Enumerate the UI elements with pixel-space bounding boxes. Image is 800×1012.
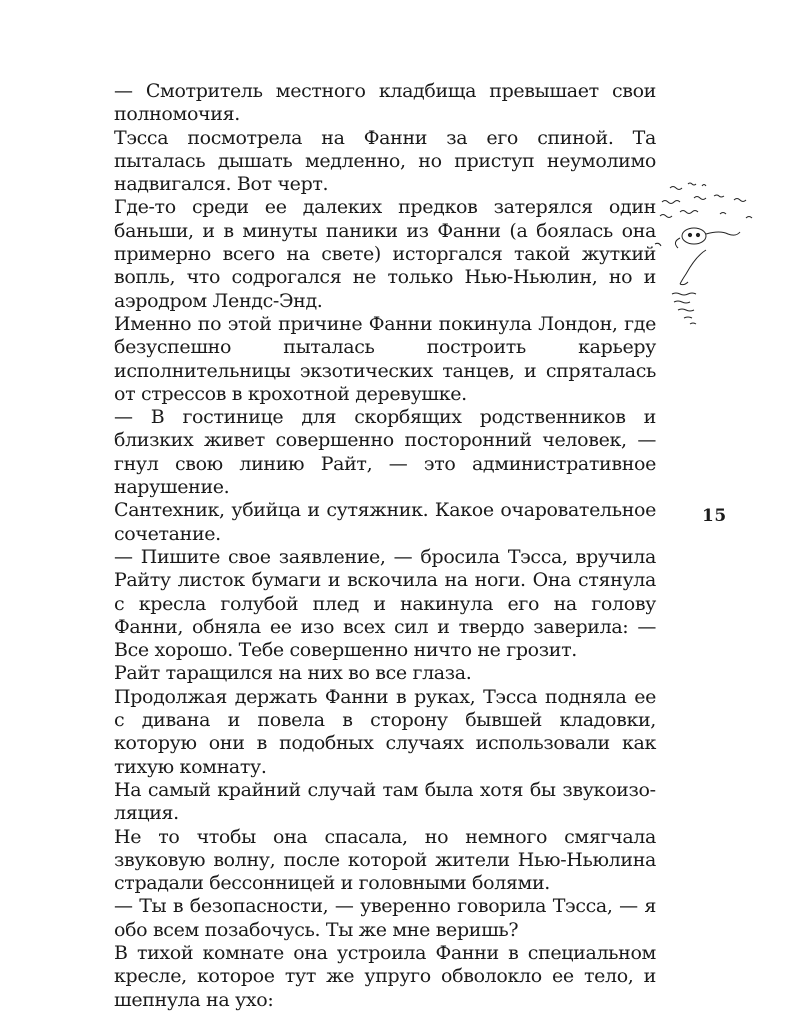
page-number: 15 (702, 506, 727, 526)
paragraph: — Пишите свое заявление, — бросила Тэсса, вручила Райту листок бумаги и вскочила на ноги. Она стянула с кресла голубой плед и накинула его на голову Фанни, обняла ее изо всех сил и твердо заверила: — Все хорошо. Тебе совершенно ничто не грозит. (114, 545, 656, 662)
paragraph: Продолжая держать Фанни в руках, Тэсса подняла ее с дивана и повела в сторону бывшей кладовки, которую они в подобных случаях использовали как тихую комнату. (114, 685, 656, 778)
paragraph: Сантехник, убийца и сутяжник. Какое очаровательное сочетание. (114, 499, 656, 545)
paragraph: Тэсса посмотрела на Фанни за его спиной. Та пыталась дышать медленно, но приступ неумолимо надвигался. Вот черт. (114, 126, 656, 196)
body-text (114, 80, 656, 1012)
paragraph: На самый крайний случай там была хотя бы звукоизоляция. (114, 778, 656, 825)
paragraph: Где-то среди ее далеких предков затерялся один баньши, и в минуты паники из Фанни (а боялась она примерно всего на свете) исторгался такой жуткий вопль, что содрогался не только Нью-Ньюлин, но и аэродром Лендс-Энд. (114, 196, 656, 312)
paragraph: — Ты в безопасности, — уверенно говорила Тэсса, — я обо всем позабочусь. Ты же мне веришь? (114, 895, 656, 941)
ghost-doodle-icon (650, 178, 770, 328)
paragraph: Именно по этой причине Фанни покинула Лондон, где безуспешно пыталась построить карьеру исполнительницы экзотических танцев, и спряталась от стрессов в крохотной деревушке. (114, 312, 656, 405)
paragraph: — Смотритель местного кладбища превышает свои полномочия. (114, 80, 656, 126)
paragraph: Райт таращился на них во все глаза. (114, 662, 472, 685)
paragraph: — В гостинице для скорбящих родственников и близких живет совершенно посторонний человек, — гнул свою линию Райт, — это административное нарушение. (114, 406, 656, 499)
paragraph: В тихой комнате она устроила Фанни в специальном кресле, которое тут же упруго обволокло ее тело, и шепнула на ухо: (114, 941, 656, 1011)
paragraph: Не то чтобы она спасала, но немного смягчала звуковую волну, после которой жители Нью-Ньюлина страдали бессонницей и головными болями. (114, 825, 656, 895)
